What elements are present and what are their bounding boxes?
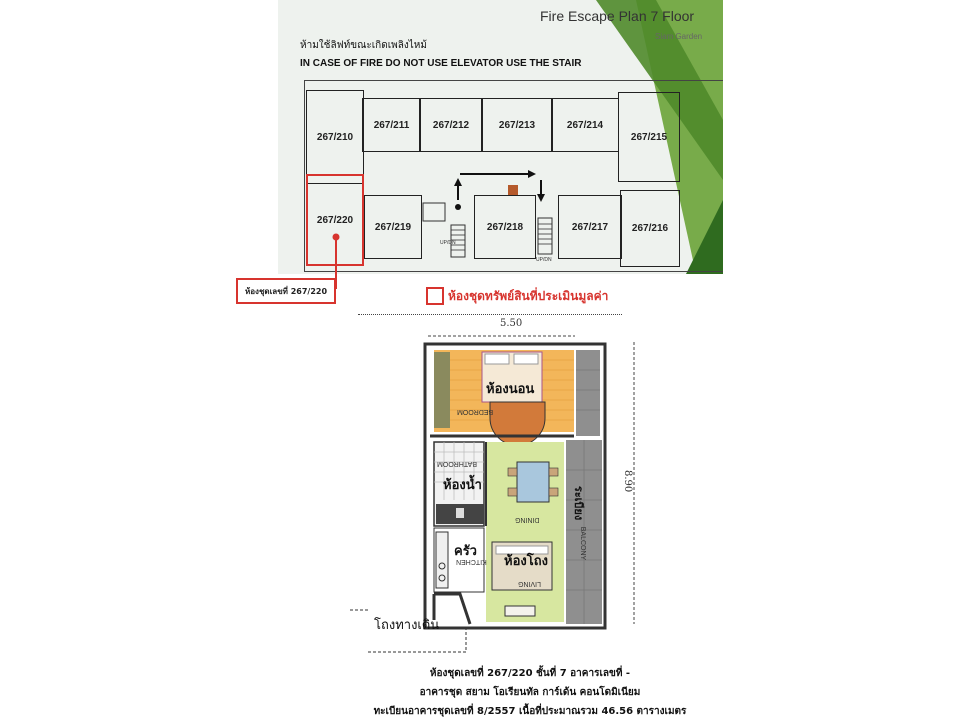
width-dimension: 5.50 xyxy=(500,318,523,329)
room-267-218: 267/218 xyxy=(474,195,536,259)
tv-console xyxy=(505,606,535,616)
living-label: ห้องโถง xyxy=(504,554,548,569)
living-en-label: LIVING xyxy=(518,580,541,587)
bathroom-label: ห้องน้ำ xyxy=(443,478,482,493)
caption-line-1: ห้องชุดเลขที่ 267/220 ชั้นที่ 7 อาคารเลขที่ - xyxy=(429,668,631,679)
room-267-219: 267/219 xyxy=(364,195,422,259)
room-267-216: 267/216 xyxy=(620,190,680,267)
kitchen-label: ครัว xyxy=(454,544,477,559)
dining-table xyxy=(517,462,549,502)
bedroom-label: ห้องนอน xyxy=(486,382,535,397)
warning-english: IN CASE OF FIRE DO NOT USE ELEVATOR USE THE STAIR xyxy=(300,58,582,69)
up-label-1: UP/DN xyxy=(440,240,456,246)
bedroom-en-label: BEDROOM xyxy=(457,408,494,415)
legend-text: ห้องชุดทรัพย์สินที่ประเมินมูลค่า xyxy=(448,289,609,303)
balcony-en-label: BALCONY xyxy=(579,526,587,561)
room-267-220: 267/220 xyxy=(306,174,364,266)
kitchen-en-label: KITCHEN xyxy=(456,558,487,565)
balcony-label: ระเบียง xyxy=(572,485,586,521)
caption-line-3: ทะเบียนอาคารชุดเลขที่ 8/2557 เนื้อที่ประมาณรวม 46.56 ตารางเมตร xyxy=(373,706,687,717)
room-267-211: 267/211 xyxy=(362,98,421,152)
up-label-2: UP/DN xyxy=(536,257,552,263)
room-267-213: 267/213 xyxy=(481,98,553,152)
corridor-label: โถงทางเดิน xyxy=(374,618,440,633)
dining-en-label: DINING xyxy=(515,516,540,523)
height-dimension: 8.90 xyxy=(622,470,633,493)
room-267-217: 267/217 xyxy=(558,195,622,259)
bathroom-en-label: BATHROOM xyxy=(437,460,477,467)
room-267-210: 267/210 xyxy=(306,90,364,184)
warning-thai: ห้ามใช้ลิฟท์ขณะเกิดเพลิงไหม้ xyxy=(300,40,427,51)
room-267-212: 267/212 xyxy=(419,98,483,152)
plan-title: Fire Escape Plan 7 Floor xyxy=(540,8,695,24)
unit-callout: ห้องชุดเลขที่ 267/220 xyxy=(236,278,336,304)
room-267-214: 267/214 xyxy=(551,98,619,152)
wardrobe xyxy=(434,352,450,428)
plan-subtitle: Siam Garden xyxy=(655,32,703,41)
room-267-215: 267/215 xyxy=(618,92,680,182)
caption-line-2: อาคารชุด สยาม โอเรียนทัล การ์เด้น คอนโดมิเนียม xyxy=(419,687,641,698)
